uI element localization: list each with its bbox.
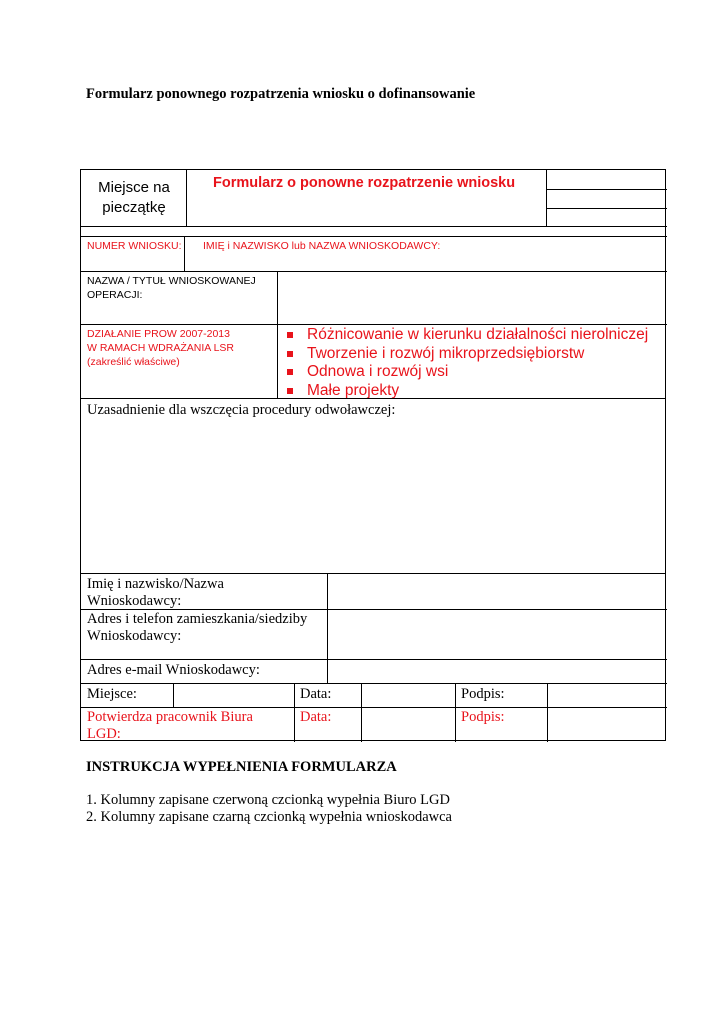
miejsce-label: Miejsce: xyxy=(87,686,137,702)
data-label-lgd: Data: xyxy=(300,709,332,725)
instructions-title: INSTRUKCJA WYPEŁNIENIA FORMULARZA xyxy=(86,759,397,775)
uzasadnienie-box[interactable] xyxy=(80,398,666,574)
stamp-area xyxy=(81,170,187,226)
divider xyxy=(81,324,667,325)
numer-wniosku-label: NUMER WNIOSKU: xyxy=(87,240,182,252)
email-label: Adres e-mail Wnioskodawcy: xyxy=(87,662,260,678)
divider xyxy=(81,226,667,227)
dzialanie-option[interactable]: Tworzenie i rozwój mikroprzedsiębiorstw xyxy=(287,345,648,364)
potwierdza-line1: Potwierdza pracownik Biura xyxy=(87,709,253,725)
divider xyxy=(294,683,295,742)
dzialanie-label xyxy=(87,327,234,369)
divider xyxy=(455,683,456,742)
imie-label xyxy=(87,576,224,610)
imie-label-line1: Imię i nazwisko/Nazwa xyxy=(87,576,224,592)
applicant-details-table xyxy=(80,573,666,741)
divider xyxy=(546,189,667,190)
adres-field[interactable] xyxy=(328,610,666,659)
podpis-label-lgd: Podpis: xyxy=(461,709,505,725)
instruction-item: 1. Kolumny zapisane czerwoną czcionką wypełnia Biuro LGD xyxy=(86,792,450,808)
dzialanie-line3: (zakreślić właściwe) xyxy=(87,356,180,368)
adres-label-line1: Adres i telefon zamieszkania/siedziby xyxy=(87,611,308,627)
miejsce-field[interactable] xyxy=(174,684,294,707)
document-title: Formularz ponownego rozpatrzenia wniosku o dofinansowanie xyxy=(86,86,476,102)
nazwa-operacji-line2: OPERACJI: xyxy=(87,289,143,301)
divider xyxy=(81,271,667,272)
divider xyxy=(277,271,278,399)
podpis-label: Podpis: xyxy=(461,686,505,702)
dzialanie-options xyxy=(287,326,648,400)
data-field[interactable] xyxy=(362,684,455,707)
stamp-label-line1: Miejsce na xyxy=(98,179,170,196)
wnioskodawca-label: IMIĘ i NAZWISKO lub NAZWA WNIOSKODAWCY: xyxy=(203,240,441,252)
dzialanie-line1: DZIAŁANIE PROW 2007-2013 xyxy=(87,328,230,340)
dzialanie-option[interactable]: Różnicowanie w kierunku działalności nierolniczej xyxy=(287,326,648,345)
divider xyxy=(546,208,667,209)
imie-field[interactable] xyxy=(328,574,666,609)
nazwa-operacji-line1: NAZWA / TYTUŁ WNIOSKOWANEJ xyxy=(87,275,256,287)
dzialanie-option[interactable]: Odnowa i rozwój wsi xyxy=(287,363,648,382)
instruction-item: 2. Kolumny zapisane czarną czcionką wypełnia wnioskodawca xyxy=(86,809,452,825)
data-label: Data: xyxy=(300,686,332,702)
data-field-lgd[interactable] xyxy=(362,708,455,741)
uzasadnienie-label: Uzasadnienie dla wszczęcia procedury odwoławczej: xyxy=(87,402,396,418)
email-field[interactable] xyxy=(328,660,666,683)
form-heading: Formularz o ponowne rozpatrzenie wniosku xyxy=(213,175,516,191)
application-header-table xyxy=(80,169,666,399)
podpis-field-lgd[interactable] xyxy=(548,708,666,741)
potwierdza-line2: LGD: xyxy=(87,726,121,742)
adres-label xyxy=(87,611,307,645)
dzialanie-option[interactable]: Małe projekty xyxy=(287,382,648,401)
imie-label-line2: Wnioskodawcy: xyxy=(87,593,182,609)
nazwa-operacji-label xyxy=(87,274,256,302)
divider xyxy=(184,236,185,271)
stamp-label-line2: pieczątkę xyxy=(102,199,166,216)
podpis-field[interactable] xyxy=(548,684,666,707)
adres-label-line2: Wnioskodawcy: xyxy=(87,628,182,644)
divider xyxy=(546,170,547,226)
potwierdza-label xyxy=(87,709,253,743)
divider xyxy=(81,236,667,237)
dzialanie-line2: W RAMACH WDRAŻANIA LSR xyxy=(87,342,235,354)
